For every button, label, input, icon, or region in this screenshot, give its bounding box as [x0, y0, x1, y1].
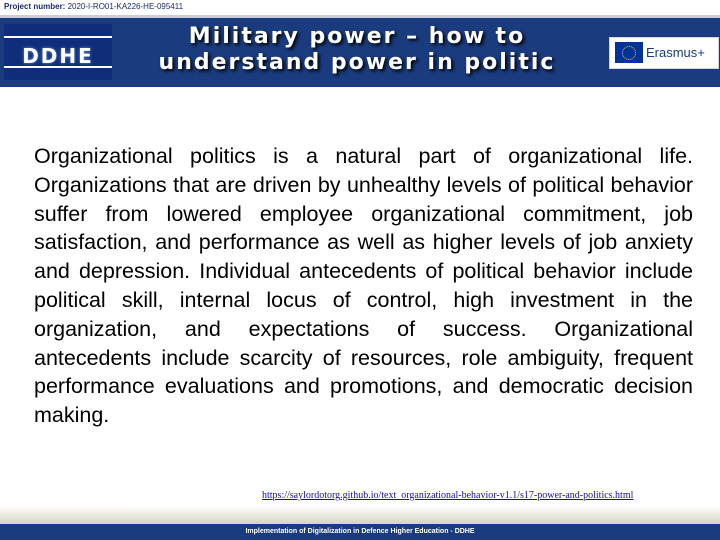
- erasmus-plus-label: Erasmus+: [646, 45, 705, 60]
- project-number-value: 2020-I-RO01-KA226-HE-095411: [67, 2, 184, 11]
- slide-footer: Implementation of Digitalization in Defence Higher Education - DDHE: [0, 524, 720, 540]
- erasmus-plus-logo: [609, 37, 719, 69]
- main-paragraph: Organizational politics is a natural part of organizational life. Organizations that are driven by unhealthy levels of political behavior suffer from lowered employee organizational commitment, job satisfaction, and performance as well as higher levels of job anxiety and depression. Individual antecedents of political behavior include political skill, internal locus of control, high investment in the organization, and expectations of success. Organizational antecedents include scarcity of resources, role ambiguity, frequent performance evaluations and promotions, and democratic decision making.: [34, 144, 693, 428]
- ddhe-logo: [4, 24, 112, 80]
- ddhe-logo-text: DDHE: [22, 44, 94, 68]
- footer-fade: [0, 506, 720, 524]
- slide-header: [0, 15, 720, 87]
- eu-flag-icon: [615, 42, 643, 63]
- project-number-label: Project number:: [4, 2, 66, 11]
- project-number-bar: [0, 0, 720, 14]
- slide-title: Military power – how to understand power in politic: [158, 24, 556, 75]
- source-link[interactable]: https://saylordotorg.github.io/text_organizational-behavior-v1.1/s17-power-and-politics.html: [262, 490, 634, 501]
